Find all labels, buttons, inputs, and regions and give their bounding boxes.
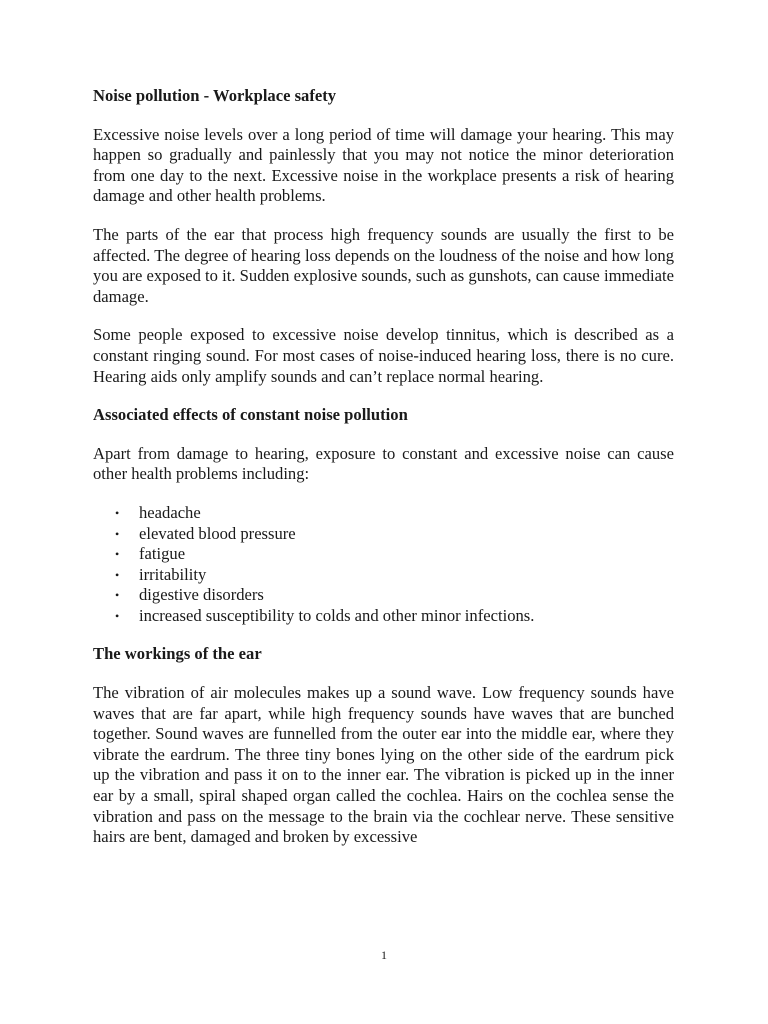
list-item: • increased susceptibility to colds and other minor infections. — [115, 605, 535, 625]
page-title: Noise pollution - Workplace safety — [93, 86, 337, 105]
list-item: • headache — [115, 502, 201, 522]
bullet-icon: • — [115, 526, 120, 541]
bullet-icon: • — [115, 547, 120, 562]
intro-paragraph: The parts of the ear that process high frequency sounds are usually the first to be affected. The degree of hearing loss depends on the loudness of the noise and how long you are exposed to it. Sudden explosive sounds, such as gunshots, can cause immediate damage. — [93, 224, 674, 306]
page-number: 1 — [381, 948, 387, 962]
effects-heading: Associated effects of constant noise pollution — [93, 405, 408, 425]
bullet-icon: • — [115, 608, 120, 623]
list-item: • digestive disorders — [115, 585, 264, 605]
ear-paragraph: The vibration of air molecules makes up a sound wave. Low frequency sounds have waves that are far apart, while high frequency sounds have waves that are bunched together. Sound waves are funnelled from the outer ear into the middle ear, where they vibrate the eardrum. The three tiny bones lying on the other side of the eardrum pick up the vibration and pass it on to the inner ear. The vibration is picked up in the inner ear by a small, spiral shaped organ called the cochlea. Hairs on the cochlea sense the vibration and pass on the message to the brain via the cochlear nerve. These sensitive hairs are bent, damaged and broken by excessive — [93, 683, 674, 847]
effects-intro: Apart from damage to hearing, exposure to constant and excessive noise can cause other health problems including: — [93, 443, 674, 484]
intro-paragraph: Excessive noise levels over a long period of time will damage your hearing. This may happen so gradually and painlessly that you may not notice the minor deterioration from one day to the next. Excessive noise in the workplace presents a risk of hearing damage and other health problems. — [93, 124, 674, 206]
effects-list — [93, 503, 674, 627]
ear-heading: The workings of the ear — [93, 644, 262, 664]
document-page — [93, 86, 674, 866]
intro-paragraph: Some people exposed to excessive noise develop tinnitus, which is described as a constant ringing sound. For most cases of noise-induced hearing loss, there is no cure. Hearing aids only amplify sounds and can’t replace normal hearing. — [93, 325, 674, 386]
bullet-icon: • — [115, 588, 120, 603]
bullet-icon: • — [115, 505, 120, 520]
list-item: • elevated blood pressure — [115, 523, 296, 543]
bullet-icon: • — [115, 567, 120, 582]
list-item: • fatigue — [115, 544, 186, 564]
list-item: • irritability — [115, 564, 207, 584]
